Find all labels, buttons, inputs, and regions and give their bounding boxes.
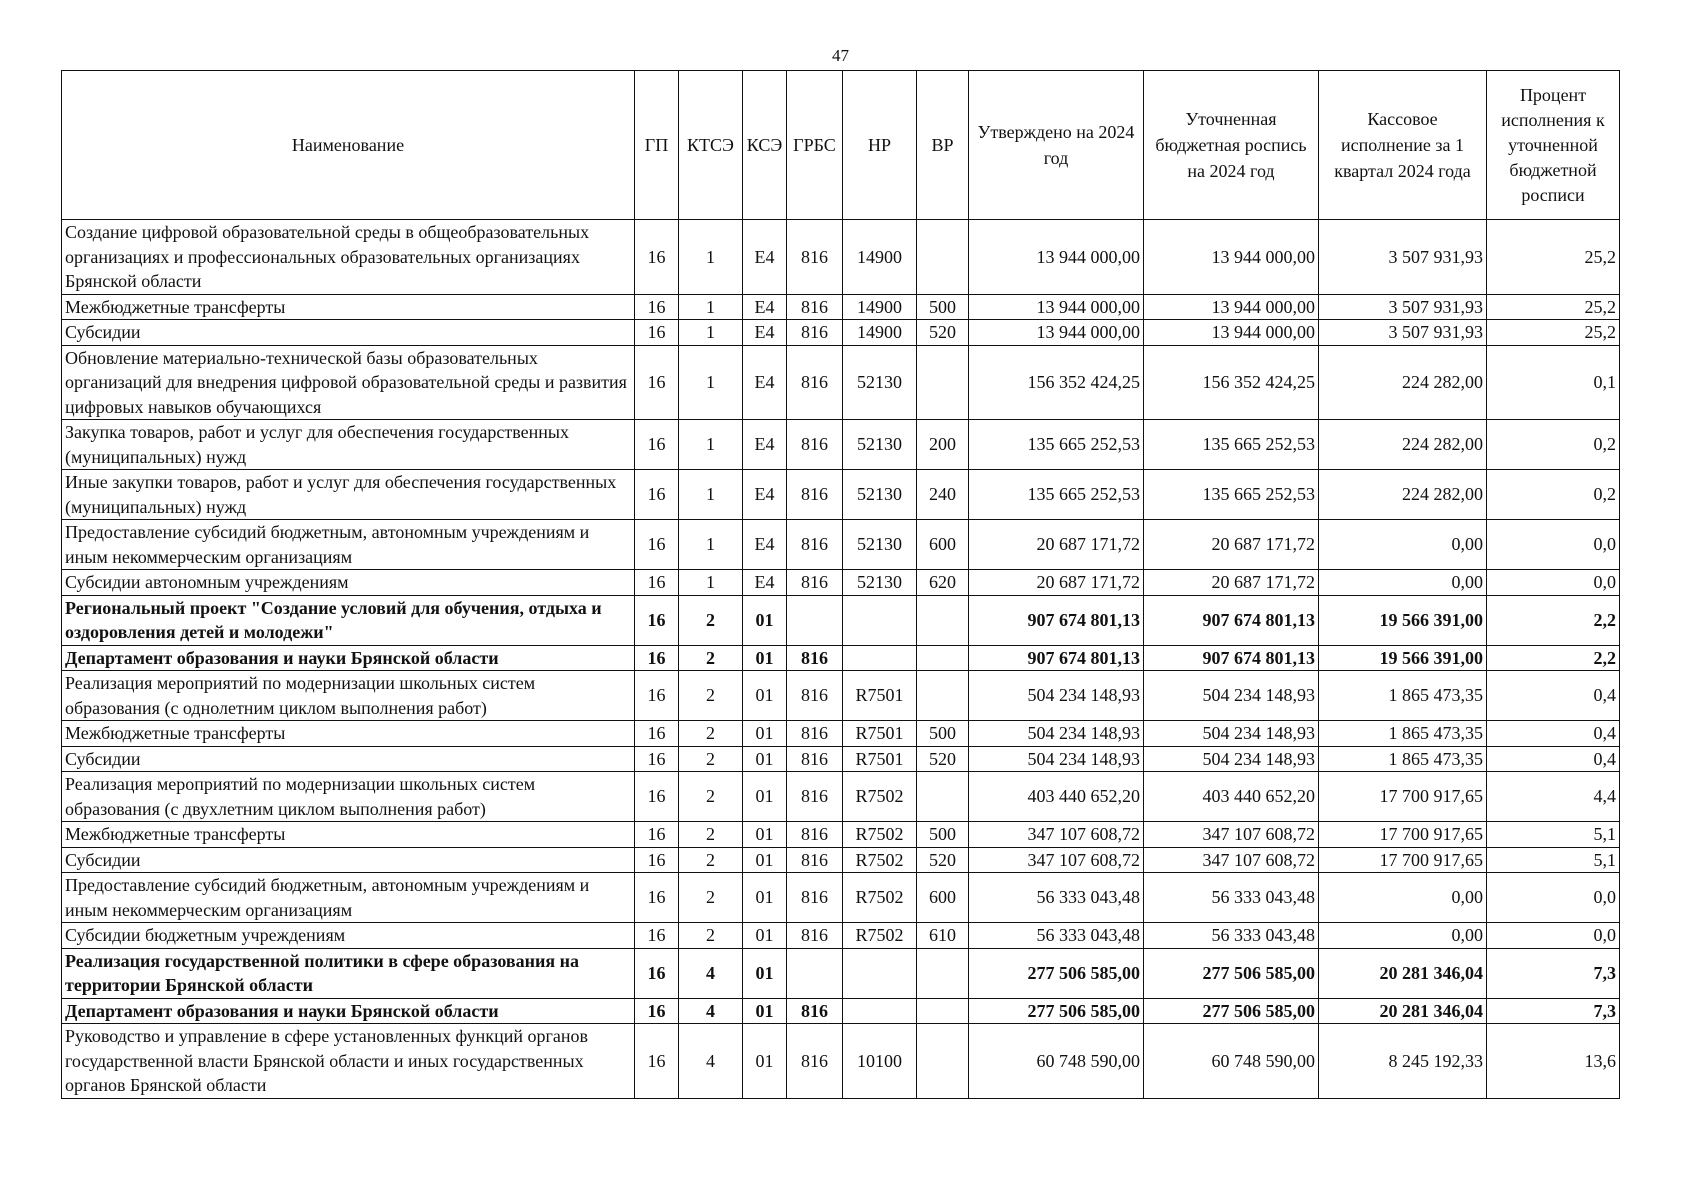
cell-ktse: 2 xyxy=(679,847,743,873)
cell-approved: 277 506 585,00 xyxy=(969,948,1144,998)
header-execution-percent: Процент исполнения к уточненной бюджетной росписи xyxy=(1487,71,1620,220)
cell-refined-budget: 504 234 148,93 xyxy=(1144,746,1319,772)
cell-name: Предоставление субсидий бюджетным, автономным учреждениям и иным некоммерческим организациям xyxy=(62,520,635,570)
cell-cash-execution: 17 700 917,65 xyxy=(1319,847,1487,873)
cell-vr xyxy=(917,671,969,721)
table-row xyxy=(62,294,1620,320)
cell-name: Субсидии автономным учреждениям xyxy=(62,570,635,596)
cell-kse: 01 xyxy=(743,1024,787,1099)
cell-approved: 13 944 000,00 xyxy=(969,220,1144,295)
cell-gp: 16 xyxy=(635,220,679,295)
cell-approved: 504 234 148,93 xyxy=(969,746,1144,772)
cell-ktse: 2 xyxy=(679,772,743,822)
cell-grbs: 816 xyxy=(787,923,843,949)
cell-execution-percent: 7,3 xyxy=(1487,998,1620,1024)
header-cash-execution: Кассовое исполнение за 1 квартал 2024 года xyxy=(1319,71,1487,220)
cell-ktse: 2 xyxy=(679,595,743,645)
cell-approved: 907 674 801,13 xyxy=(969,645,1144,671)
cell-gp: 16 xyxy=(635,470,679,520)
cell-cash-execution: 1 865 473,35 xyxy=(1319,746,1487,772)
cell-cash-execution: 19 566 391,00 xyxy=(1319,645,1487,671)
cell-vr xyxy=(917,345,969,420)
cell-gp: 16 xyxy=(635,345,679,420)
cell-ktse: 1 xyxy=(679,345,743,420)
cell-approved: 60 748 590,00 xyxy=(969,1024,1144,1099)
cell-approved: 13 944 000,00 xyxy=(969,320,1144,346)
cell-nr: 10100 xyxy=(843,1024,917,1099)
cell-nr: 52130 xyxy=(843,570,917,596)
cell-nr: R7501 xyxy=(843,721,917,747)
cell-kse: Е4 xyxy=(743,470,787,520)
cell-kse: 01 xyxy=(743,671,787,721)
cell-kse: 01 xyxy=(743,822,787,848)
table-row xyxy=(62,721,1620,747)
cell-refined-budget: 907 674 801,13 xyxy=(1144,645,1319,671)
cell-grbs: 816 xyxy=(787,420,843,470)
cell-nr xyxy=(843,998,917,1024)
cell-refined-budget: 13 944 000,00 xyxy=(1144,294,1319,320)
cell-nr: 14900 xyxy=(843,220,917,295)
cell-kse: Е4 xyxy=(743,320,787,346)
table-row xyxy=(62,220,1620,295)
cell-kse: 01 xyxy=(743,923,787,949)
cell-grbs: 816 xyxy=(787,1024,843,1099)
cell-approved: 907 674 801,13 xyxy=(969,595,1144,645)
cell-kse: Е4 xyxy=(743,520,787,570)
cell-kse: 01 xyxy=(743,772,787,822)
cell-ktse: 1 xyxy=(679,470,743,520)
header-gp: ГП xyxy=(635,71,679,220)
header-row xyxy=(62,71,1620,220)
table-row xyxy=(62,320,1620,346)
cell-name: Реализация мероприятий по модернизации школьных систем образования (с двухлетним циклом выполнения работ) xyxy=(62,772,635,822)
header-kse: КСЭ xyxy=(743,71,787,220)
cell-refined-budget: 20 687 171,72 xyxy=(1144,570,1319,596)
cell-nr: R7502 xyxy=(843,847,917,873)
cell-approved: 347 107 608,72 xyxy=(969,847,1144,873)
table-row xyxy=(62,847,1620,873)
cell-vr: 520 xyxy=(917,847,969,873)
table-row xyxy=(62,746,1620,772)
cell-cash-execution: 20 281 346,04 xyxy=(1319,948,1487,998)
cell-vr xyxy=(917,645,969,671)
cell-kse: 01 xyxy=(743,746,787,772)
cell-name: Субсидии xyxy=(62,847,635,873)
cell-refined-budget: 504 234 148,93 xyxy=(1144,721,1319,747)
table-row xyxy=(62,923,1620,949)
cell-kse: 01 xyxy=(743,873,787,923)
header-nr: НР xyxy=(843,71,917,220)
cell-execution-percent: 7,3 xyxy=(1487,948,1620,998)
cell-kse: Е4 xyxy=(743,420,787,470)
cell-execution-percent: 0,2 xyxy=(1487,420,1620,470)
cell-name: Обновление материально-технической базы образовательных организаций для внедрения цифровой образовательной среды и развития цифровых навыков обучающихся xyxy=(62,345,635,420)
cell-nr: 14900 xyxy=(843,320,917,346)
cell-refined-budget: 907 674 801,13 xyxy=(1144,595,1319,645)
cell-vr xyxy=(917,998,969,1024)
cell-gp: 16 xyxy=(635,998,679,1024)
table-row xyxy=(62,1024,1620,1099)
cell-cash-execution: 8 245 192,33 xyxy=(1319,1024,1487,1099)
cell-ktse: 4 xyxy=(679,998,743,1024)
cell-approved: 20 687 171,72 xyxy=(969,520,1144,570)
header-grbs: ГРБС xyxy=(787,71,843,220)
cell-gp: 16 xyxy=(635,645,679,671)
cell-grbs: 816 xyxy=(787,570,843,596)
cell-execution-percent: 4,4 xyxy=(1487,772,1620,822)
cell-refined-budget: 504 234 148,93 xyxy=(1144,671,1319,721)
header-name: Наименование xyxy=(62,71,635,220)
cell-kse: 01 xyxy=(743,645,787,671)
cell-refined-budget: 60 748 590,00 xyxy=(1144,1024,1319,1099)
cell-gp: 16 xyxy=(635,595,679,645)
cell-execution-percent: 0,4 xyxy=(1487,746,1620,772)
cell-cash-execution: 224 282,00 xyxy=(1319,345,1487,420)
cell-grbs: 816 xyxy=(787,294,843,320)
cell-vr: 600 xyxy=(917,520,969,570)
cell-ktse: 2 xyxy=(679,746,743,772)
header-approved: Утверждено на 2024 год xyxy=(969,71,1144,220)
cell-gp: 16 xyxy=(635,671,679,721)
cell-gp: 16 xyxy=(635,570,679,596)
cell-gp: 16 xyxy=(635,721,679,747)
cell-vr: 240 xyxy=(917,470,969,520)
cell-ktse: 1 xyxy=(679,520,743,570)
cell-cash-execution: 1 865 473,35 xyxy=(1319,671,1487,721)
cell-vr: 500 xyxy=(917,721,969,747)
cell-grbs: 816 xyxy=(787,772,843,822)
cell-gp: 16 xyxy=(635,520,679,570)
cell-vr xyxy=(917,1024,969,1099)
table-row xyxy=(62,570,1620,596)
cell-kse: 01 xyxy=(743,847,787,873)
cell-name: Межбюджетные трансферты xyxy=(62,822,635,848)
cell-vr: 620 xyxy=(917,570,969,596)
cell-approved: 135 665 252,53 xyxy=(969,420,1144,470)
cell-cash-execution: 0,00 xyxy=(1319,873,1487,923)
cell-grbs: 816 xyxy=(787,998,843,1024)
cell-name: Предоставление субсидий бюджетным, автономным учреждениям и иным некоммерческим организациям xyxy=(62,873,635,923)
cell-refined-budget: 13 944 000,00 xyxy=(1144,220,1319,295)
cell-name: Межбюджетные трансферты xyxy=(62,721,635,747)
cell-ktse: 2 xyxy=(679,822,743,848)
cell-cash-execution: 0,00 xyxy=(1319,923,1487,949)
cell-grbs: 816 xyxy=(787,645,843,671)
page-number: 47 xyxy=(832,46,849,65)
cell-ktse: 4 xyxy=(679,1024,743,1099)
header-ktse: КТСЭ xyxy=(679,71,743,220)
cell-execution-percent: 0,4 xyxy=(1487,671,1620,721)
cell-execution-percent: 13,6 xyxy=(1487,1024,1620,1099)
header-vr: ВР xyxy=(917,71,969,220)
cell-nr xyxy=(843,948,917,998)
budget-execution-table xyxy=(61,70,1620,1099)
cell-execution-percent: 2,2 xyxy=(1487,645,1620,671)
table-row xyxy=(62,948,1620,998)
cell-grbs: 816 xyxy=(787,470,843,520)
cell-cash-execution: 20 281 346,04 xyxy=(1319,998,1487,1024)
cell-gp: 16 xyxy=(635,923,679,949)
table-row xyxy=(62,645,1620,671)
cell-refined-budget: 156 352 424,25 xyxy=(1144,345,1319,420)
cell-vr xyxy=(917,772,969,822)
cell-grbs: 816 xyxy=(787,345,843,420)
cell-kse: Е4 xyxy=(743,570,787,596)
cell-gp: 16 xyxy=(635,948,679,998)
cell-nr: R7502 xyxy=(843,772,917,822)
cell-cash-execution: 224 282,00 xyxy=(1319,470,1487,520)
cell-cash-execution: 3 507 931,93 xyxy=(1319,320,1487,346)
cell-name: Создание цифровой образовательной среды в общеобразовательных организациях и профессиональных образовательных организациях Брянской области xyxy=(62,220,635,295)
header-refined-budget: Уточненная бюджетная роспись на 2024 год xyxy=(1144,71,1319,220)
cell-refined-budget: 135 665 252,53 xyxy=(1144,470,1319,520)
cell-approved: 56 333 043,48 xyxy=(969,923,1144,949)
cell-gp: 16 xyxy=(635,822,679,848)
cell-execution-percent: 0,0 xyxy=(1487,520,1620,570)
cell-name: Департамент образования и науки Брянской области xyxy=(62,998,635,1024)
cell-ktse: 2 xyxy=(679,671,743,721)
cell-ktse: 1 xyxy=(679,294,743,320)
cell-vr: 520 xyxy=(917,320,969,346)
cell-ktse: 2 xyxy=(679,873,743,923)
cell-approved: 277 506 585,00 xyxy=(969,998,1144,1024)
cell-execution-percent: 0,0 xyxy=(1487,873,1620,923)
cell-nr: R7502 xyxy=(843,822,917,848)
cell-grbs: 816 xyxy=(787,671,843,721)
cell-kse: Е4 xyxy=(743,220,787,295)
cell-grbs: 816 xyxy=(787,822,843,848)
table-row xyxy=(62,998,1620,1024)
cell-grbs: 816 xyxy=(787,220,843,295)
table-body xyxy=(62,220,1620,1099)
cell-nr xyxy=(843,645,917,671)
table-row xyxy=(62,772,1620,822)
cell-kse: 01 xyxy=(743,948,787,998)
cell-nr: R7502 xyxy=(843,873,917,923)
cell-gp: 16 xyxy=(635,320,679,346)
cell-approved: 504 234 148,93 xyxy=(969,671,1144,721)
cell-cash-execution: 0,00 xyxy=(1319,520,1487,570)
cell-execution-percent: 0,4 xyxy=(1487,721,1620,747)
cell-vr xyxy=(917,595,969,645)
cell-refined-budget: 20 687 171,72 xyxy=(1144,520,1319,570)
cell-name: Субсидии xyxy=(62,320,635,346)
cell-name: Региональный проект "Создание условий для обучения, отдыха и оздоровления детей и молодежи" xyxy=(62,595,635,645)
cell-refined-budget: 347 107 608,72 xyxy=(1144,822,1319,848)
cell-ktse: 1 xyxy=(679,320,743,346)
cell-vr xyxy=(917,220,969,295)
cell-gp: 16 xyxy=(635,1024,679,1099)
cell-refined-budget: 277 506 585,00 xyxy=(1144,948,1319,998)
cell-name: Департамент образования и науки Брянской области xyxy=(62,645,635,671)
cell-vr: 500 xyxy=(917,294,969,320)
cell-execution-percent: 5,1 xyxy=(1487,847,1620,873)
cell-grbs xyxy=(787,595,843,645)
cell-nr: 52130 xyxy=(843,470,917,520)
cell-nr: R7502 xyxy=(843,923,917,949)
cell-nr: 52130 xyxy=(843,345,917,420)
cell-execution-percent: 25,2 xyxy=(1487,220,1620,295)
cell-vr: 600 xyxy=(917,873,969,923)
cell-vr: 200 xyxy=(917,420,969,470)
cell-refined-budget: 347 107 608,72 xyxy=(1144,847,1319,873)
cell-approved: 135 665 252,53 xyxy=(969,470,1144,520)
table-row xyxy=(62,470,1620,520)
table-row xyxy=(62,822,1620,848)
cell-nr: R7501 xyxy=(843,746,917,772)
cell-gp: 16 xyxy=(635,847,679,873)
cell-approved: 56 333 043,48 xyxy=(969,873,1144,923)
cell-approved: 20 687 171,72 xyxy=(969,570,1144,596)
cell-grbs: 816 xyxy=(787,746,843,772)
cell-grbs: 816 xyxy=(787,847,843,873)
cell-execution-percent: 25,2 xyxy=(1487,320,1620,346)
cell-kse: 01 xyxy=(743,998,787,1024)
cell-cash-execution: 0,00 xyxy=(1319,570,1487,596)
table-row xyxy=(62,873,1620,923)
cell-approved: 156 352 424,25 xyxy=(969,345,1144,420)
cell-execution-percent: 0,1 xyxy=(1487,345,1620,420)
table-row xyxy=(62,520,1620,570)
cell-name: Иные закупки товаров, работ и услуг для обеспечения государственных (муниципальных) нужд xyxy=(62,470,635,520)
cell-cash-execution: 1 865 473,35 xyxy=(1319,721,1487,747)
cell-name: Реализация государственной политики в сфере образования на территории Брянской области xyxy=(62,948,635,998)
cell-kse: Е4 xyxy=(743,294,787,320)
cell-name: Субсидии xyxy=(62,746,635,772)
cell-approved: 13 944 000,00 xyxy=(969,294,1144,320)
table-row xyxy=(62,595,1620,645)
cell-refined-budget: 56 333 043,48 xyxy=(1144,923,1319,949)
cell-nr xyxy=(843,595,917,645)
cell-gp: 16 xyxy=(635,420,679,470)
cell-vr: 500 xyxy=(917,822,969,848)
cell-vr: 520 xyxy=(917,746,969,772)
cell-name: Закупка товаров, работ и услуг для обеспечения государственных (муниципальных) нужд xyxy=(62,420,635,470)
cell-name: Реализация мероприятий по модернизации школьных систем образования (с однолетним циклом выполнения работ) xyxy=(62,671,635,721)
cell-cash-execution: 3 507 931,93 xyxy=(1319,294,1487,320)
cell-ktse: 2 xyxy=(679,645,743,671)
table-header xyxy=(62,71,1620,220)
cell-vr xyxy=(917,948,969,998)
cell-ktse: 4 xyxy=(679,948,743,998)
table-row xyxy=(62,671,1620,721)
cell-name: Межбюджетные трансферты xyxy=(62,294,635,320)
cell-gp: 16 xyxy=(635,294,679,320)
cell-ktse: 1 xyxy=(679,420,743,470)
table-row xyxy=(62,345,1620,420)
cell-name: Руководство и управление в сфере установленных функций органов государственной власти Брянской области и иных государственных органов Брянской области xyxy=(62,1024,635,1099)
cell-execution-percent: 0,0 xyxy=(1487,570,1620,596)
cell-refined-budget: 403 440 652,20 xyxy=(1144,772,1319,822)
cell-execution-percent: 2,2 xyxy=(1487,595,1620,645)
cell-grbs: 816 xyxy=(787,520,843,570)
cell-name: Субсидии бюджетным учреждениям xyxy=(62,923,635,949)
cell-cash-execution: 17 700 917,65 xyxy=(1319,772,1487,822)
cell-execution-percent: 0,2 xyxy=(1487,470,1620,520)
cell-ktse: 1 xyxy=(679,570,743,596)
cell-ktse: 2 xyxy=(679,923,743,949)
cell-approved: 504 234 148,93 xyxy=(969,721,1144,747)
table-row xyxy=(62,420,1620,470)
cell-gp: 16 xyxy=(635,746,679,772)
cell-ktse: 2 xyxy=(679,721,743,747)
cell-nr: 52130 xyxy=(843,420,917,470)
cell-nr: 14900 xyxy=(843,294,917,320)
cell-nr: R7501 xyxy=(843,671,917,721)
cell-execution-percent: 25,2 xyxy=(1487,294,1620,320)
cell-approved: 403 440 652,20 xyxy=(969,772,1144,822)
cell-gp: 16 xyxy=(635,772,679,822)
cell-refined-budget: 56 333 043,48 xyxy=(1144,873,1319,923)
cell-cash-execution: 17 700 917,65 xyxy=(1319,822,1487,848)
cell-approved: 347 107 608,72 xyxy=(969,822,1144,848)
cell-execution-percent: 5,1 xyxy=(1487,822,1620,848)
cell-cash-execution: 19 566 391,00 xyxy=(1319,595,1487,645)
cell-grbs xyxy=(787,948,843,998)
cell-grbs: 816 xyxy=(787,320,843,346)
cell-refined-budget: 135 665 252,53 xyxy=(1144,420,1319,470)
cell-refined-budget: 13 944 000,00 xyxy=(1144,320,1319,346)
cell-cash-execution: 3 507 931,93 xyxy=(1319,220,1487,295)
cell-kse: Е4 xyxy=(743,345,787,420)
cell-cash-execution: 224 282,00 xyxy=(1319,420,1487,470)
cell-grbs: 816 xyxy=(787,873,843,923)
cell-grbs: 816 xyxy=(787,721,843,747)
cell-gp: 16 xyxy=(635,873,679,923)
cell-vr: 610 xyxy=(917,923,969,949)
cell-execution-percent: 0,0 xyxy=(1487,923,1620,949)
cell-refined-budget: 277 506 585,00 xyxy=(1144,998,1319,1024)
cell-kse: 01 xyxy=(743,721,787,747)
cell-ktse: 1 xyxy=(679,220,743,295)
cell-kse: 01 xyxy=(743,595,787,645)
cell-nr: 52130 xyxy=(843,520,917,570)
